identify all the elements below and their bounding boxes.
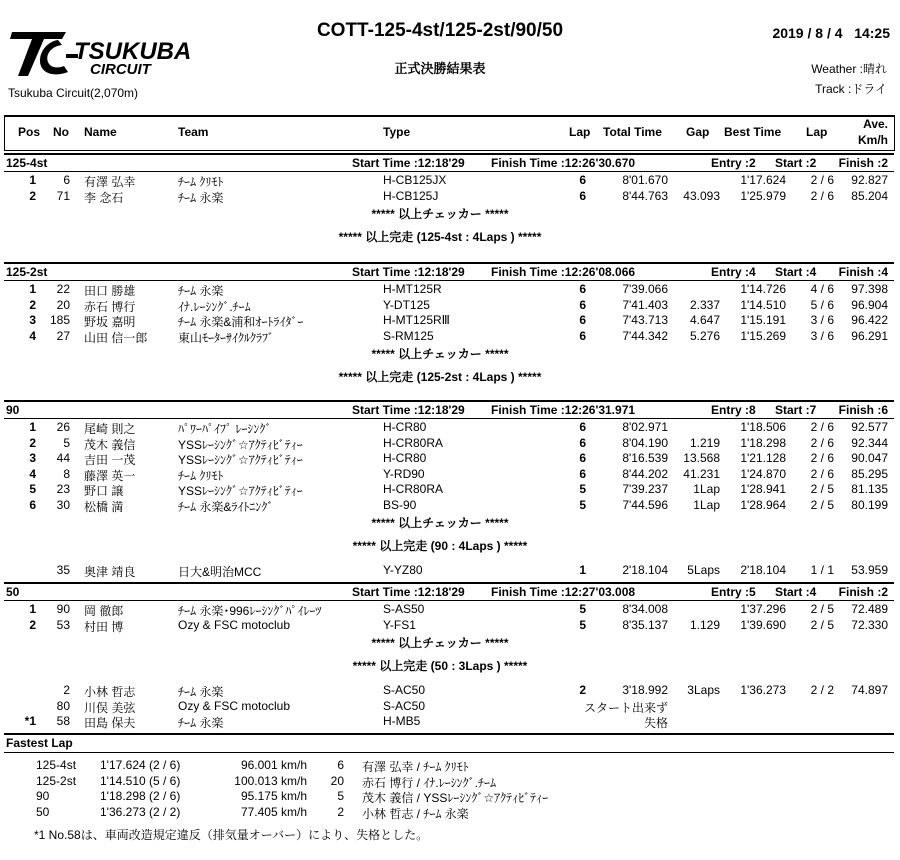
cell-bestlap: 2 / 2 [810,683,834,697]
complete-line: ***** 以上完走 (50 : 3Laps ) ***** [352,659,528,673]
cell-bestlap: 2 / 5 [810,602,834,616]
cell-lap: 6 [579,328,586,343]
col-gap: Gap [686,125,710,139]
section-finishers: Finish :2 [838,156,888,170]
cell-no: 53 [56,617,70,632]
fastest-speed: 95.175 km/h [240,789,307,803]
cell-total: 8'02.971 [622,420,668,434]
col-team: Team [178,125,209,139]
cell-pos: 2 [29,617,36,632]
cell-team: Ozy & FSC motoclub [178,617,291,632]
cell-lap: 6 [579,420,586,434]
cell-lap: 5 [579,602,586,616]
cell-bestlap: 2 / 6 [810,435,834,450]
cell-pos: 4 [29,328,36,343]
fastest-speed: 96.001 km/h [240,758,307,772]
section-name: 50 [6,585,20,599]
cell-ave: 96.291 [851,328,888,343]
section-entry: Entry :8 [711,403,756,417]
fastest-time: 1'17.624 (2 / 6) [100,758,181,772]
cell-best: 1'17.624 [740,173,786,187]
cell-team: YSSﾚｰｼﾝｸﾞ☆ｱｸﾃｨﾋﾞﾃｨｰ [178,437,303,452]
cell-total: 8'44.763 [622,188,668,203]
cell-bestlap: 2 / 6 [810,466,834,481]
cell-ave: 72.489 [851,602,888,616]
cell-ave: 92.344 [851,435,888,450]
section-name: 90 [6,403,20,417]
cell-no: 35 [56,563,70,577]
circuit-name: Tsukuba Circuit(2,070m) [8,86,139,100]
complete-line: ***** 以上完走 (125-2st : 4Laps ) ***** [338,370,542,384]
logo-sub-text: CIRCUIT [90,61,151,78]
fastest-rider: 赤石 博行 / ｲﾅ.ﾚｰｼﾝｸﾞ.ﾁｰﾑ [362,775,497,790]
cell-bestlap: 2 / 6 [810,188,834,203]
cell-lap: 6 [579,297,586,312]
cell-ave: 53.959 [851,563,888,577]
cell-total: 7'39.237 [622,482,668,496]
cell-gap: 2.337 [689,297,720,312]
cell-total: 7'43.713 [622,313,668,327]
checker-line: ***** 以上チェッカー ***** [371,347,509,361]
cell-bestlap: 2 / 5 [810,482,834,496]
section-sub-rule [4,280,894,281]
cell-type: H-CR80RA [383,435,444,450]
cell-name: 川俣 美弦 [84,700,136,715]
cell-name: 有澤 弘幸 [84,175,136,189]
section-start-time: Start Time :12:18'29 [352,403,465,417]
cell-pos: 3 [29,451,36,465]
cell-best: 1'25.979 [740,188,786,203]
footnote: *1 No.58は、車両改造規定違反（排気量オーバー）により、失格とした。 [34,828,429,842]
cell-total: 7'44.342 [622,328,668,343]
cell-name: 藤澤 英一 [84,468,136,483]
cell-best: 1'15.191 [740,313,786,327]
cell-pos: 1 [29,173,36,187]
cell-best: 1'21.128 [740,451,786,465]
cell-lap: 6 [579,313,586,327]
cell-bestlap: 2 / 6 [810,420,834,434]
section-entry: Entry :4 [711,265,756,279]
cell-gap: 3Laps [687,683,720,697]
cell-no: 71 [56,188,70,203]
cell-no: 8 [63,466,70,481]
cell-bestlap: 2 / 6 [810,173,834,187]
section-entry: Entry :2 [711,156,756,170]
section-finish-time: Finish Time :12:26'08.066 [491,265,636,279]
cell-pos: 1 [29,420,36,434]
cell-type: Y-RD90 [383,466,425,481]
cell-gap: 1.129 [689,617,720,632]
cell-pos: 6 [29,497,36,512]
cell-pos: 2 [29,435,36,450]
cell-no: 80 [56,698,70,713]
cell-team: 東山ﾓｰﾀｰｻｲｸﾙｸﾗﾌﾞ [178,330,275,345]
cell-best: 1'28.964 [740,497,786,512]
col-best-time: Best Time [724,125,782,139]
fastest-time: 1'14.510 (5 / 6) [100,773,181,788]
checker-line: ***** 以上チェッカー ***** [371,207,509,221]
cell-ave: 96.904 [851,297,888,312]
section-sub-rule [4,171,894,172]
cell-no: 2 [63,683,70,697]
fastest-class: 50 [36,804,50,819]
fastest-time: 1'18.298 (2 / 6) [100,789,181,803]
cell-total: 8'34.008 [622,602,668,616]
report-time: 14:25 [854,25,890,41]
fastest-no: 5 [337,789,344,803]
cell-type: H-MT125R [383,282,442,296]
cell-best: 1'24.870 [740,466,786,481]
cell-no: 27 [56,328,70,343]
section-finishers: Finish :4 [838,265,888,279]
cell-name: 岡 徹郎 [84,604,124,618]
cell-name: 野坂 嘉明 [84,315,136,329]
cell-lap: 6 [579,451,586,465]
cell-team: Ozy & FSC motoclub [178,698,291,713]
cell-ave: 92.577 [851,420,888,434]
fastest-rider: 茂木 義信 / YSSﾚｰｼﾝｸﾞ☆ｱｸﾃｨﾋﾞﾃｨｰ [362,791,549,805]
section-entry: Entry :5 [711,585,756,599]
section-finish-time: Finish Time :12:27'03.008 [491,585,636,599]
complete-line: ***** 以上完走 (125-4st : 4Laps ) ***** [338,230,542,244]
section-finishers: Finish :6 [838,403,888,417]
cell-bestlap: 2 / 6 [810,451,834,465]
cell-no: 26 [56,420,70,434]
cell-no: 6 [63,173,70,187]
page-title: COTT-125-4st/125-2st/90/50 [316,20,564,41]
cell-name: 松橋 満 [84,499,124,514]
cell-best: 1'36.273 [740,683,786,697]
cell-name: 奥津 靖良 [84,565,136,579]
cell-ave: 74.897 [851,683,888,697]
section-rule [4,400,894,402]
cell-ave: 72.330 [851,617,888,632]
cell-pos: 1 [29,602,36,616]
cell-total: 8'35.137 [622,617,668,632]
section-rule [4,153,894,155]
cell-pos: 3 [29,313,36,327]
cell-lap: 5 [579,617,586,632]
cell-no: 90 [56,602,70,616]
cell-team: ﾁｰﾑ 永楽･996ﾚｰｼﾝｸﾞﾊﾟｲﾚｰﾂ [178,604,322,618]
cell-lap: 6 [579,188,586,203]
cell-name: 吉田 一茂 [84,453,136,467]
tsukuba-circuit-logo [8,26,208,82]
section-name: 125-4st [6,156,48,170]
fastest-time: 1'36.273 (2 / 2) [100,804,181,819]
cell-type: H-CB125JX [383,173,447,187]
fastest-rule [4,733,894,735]
checker-line: ***** 以上チェッカー ***** [371,636,509,650]
cell-best: 1'14.726 [740,282,786,296]
cell-team: 日大&明治MCC [178,565,262,579]
cell-total: 2'18.104 [622,563,668,577]
fastest-title: Fastest Lap [6,736,73,750]
cell-type: H-CR80 [383,451,427,465]
cell-lap: 6 [579,466,586,481]
section-sub-rule [4,418,894,419]
cell-team: ﾁｰﾑ ｸﾘﾓﾄ [178,175,224,189]
cell-ave: 85.295 [851,466,888,481]
cell-pos: 2 [29,188,36,203]
weather: Weather :晴れ [811,62,887,76]
cell-ave: 97.398 [851,282,888,296]
cell-name: 尾崎 則之 [84,422,136,436]
cell-ave: 90.047 [851,451,888,465]
cell-type: H-CB125J [383,188,439,203]
cell-lap: 5 [579,497,586,512]
cell-name: 田口 勝雄 [84,284,136,298]
cell-status: スタート出来ず [583,700,668,715]
col-no: No [53,125,69,139]
cell-team: ﾁｰﾑ 永楽&ﾗｲﾄﾆﾝｸﾞ [178,499,274,514]
cell-no: 23 [56,482,70,496]
cell-lap: 2 [579,683,586,697]
cell-total: 3'18.992 [622,683,668,697]
cell-team: ﾁｰﾑ 永楽 [178,685,224,699]
cell-ave: 85.204 [851,188,888,203]
cell-name: 野口 譲 [84,484,124,498]
report-date: 2019 / 8 / 4 [772,25,843,41]
cell-status: 失格 [643,716,668,730]
cell-gap: 5.276 [689,328,720,343]
checker-line: ***** 以上チェッカー ***** [371,516,509,530]
section-finish-time: Finish Time :12:26'31.971 [491,403,636,417]
cell-type: Y-YZ80 [383,563,423,577]
fastest-class: 125-4st [36,758,77,772]
cell-gap: 1Lap [693,482,720,496]
cell-name: 小林 哲志 [84,685,136,699]
cell-type: H-MT125RⅢ [383,313,450,327]
cell-team: ｲﾅ.ﾚｰｼﾝｸﾞ.ﾁｰﾑ [178,299,251,314]
cell-ave: 80.199 [851,497,888,512]
section-rule [4,582,894,584]
cell-no: 22 [56,282,70,296]
cell-pos: 4 [29,466,36,481]
cell-pos: 1 [29,282,36,296]
cell-lap: 6 [579,282,586,296]
cell-bestlap: 3 / 6 [810,313,834,327]
logo-main-text: TSUKUBA [74,38,192,65]
fastest-class: 125-2st [36,773,77,788]
date-time [700,25,890,41]
cell-bestlap: 4 / 6 [810,282,834,296]
cell-lap: 6 [579,173,586,187]
cell-total: 8'44.202 [622,466,668,481]
cell-ave: 92.827 [851,173,888,187]
section-finish-time: Finish Time :12:26'30.670 [491,156,636,170]
cell-lap: 1 [579,563,586,577]
cell-type: S-AC50 [383,683,426,697]
cell-bestlap: 3 / 6 [810,328,834,343]
section-finishers: Finish :2 [838,585,888,599]
section-starters: Start :4 [775,585,817,599]
col-kmh: Km/h [858,133,888,147]
cell-gap: 13.568 [683,451,720,465]
cell-name: 茂木 義信 [84,437,136,452]
cell-gap: 1.219 [689,435,720,450]
cell-name: 赤石 博行 [84,299,136,314]
col-total-time: Total Time [603,125,662,139]
cell-bestlap: 2 / 5 [810,617,834,632]
cell-no: 30 [56,497,70,512]
section-start-time: Start Time :12:18'29 [352,265,465,279]
cell-pos: *1 [24,714,36,728]
col-name: Name [84,125,117,139]
cell-pos: 2 [29,297,36,312]
cell-best: 1'14.510 [740,297,786,312]
cell-ave: 81.135 [851,482,888,496]
track-condition: Track :ドライ [815,82,887,96]
cell-no: 20 [56,297,70,312]
fastest-speed: 100.013 km/h [234,773,307,788]
cell-bestlap: 1 / 1 [810,563,834,577]
col-lap: Lap [569,125,591,139]
cell-best: 1'37.296 [740,602,786,616]
section-rule [4,262,894,264]
cell-team: ﾁｰﾑ 永楽&浦和ｵｰﾄﾗｲﾀﾞｰ [178,315,304,329]
cell-team: YSSﾚｰｼﾝｸﾞ☆ｱｸﾃｨﾋﾞﾃｨｰ [178,484,303,498]
cell-total: 8'04.190 [622,435,668,450]
cell-best: 1'28.941 [740,482,786,496]
cell-type: H-MB5 [383,714,421,728]
cell-type: H-CR80 [383,420,427,434]
cell-team: ﾁｰﾑ 永楽 [178,190,224,205]
cell-type: Y-FS1 [383,617,416,632]
cell-best: 1'18.506 [740,420,786,434]
cell-type: S-RM125 [383,328,434,343]
cell-team: ﾁｰﾑ 永楽 [178,716,224,730]
cell-name: 山田 信一郎 [84,330,148,345]
cell-total: 8'16.539 [622,451,668,465]
col-type: Type [383,125,411,139]
cell-name: 李 念石 [84,190,124,205]
complete-line: ***** 以上完走 (90 : 4Laps ) ***** [352,539,528,553]
cell-best: 1'39.690 [740,617,786,632]
cell-name: 村田 博 [84,619,124,634]
cell-no: 44 [56,451,70,465]
cell-gap: 1Lap [693,497,720,512]
col-pos: Pos [18,125,41,139]
cell-team: ﾁｰﾑ 永楽 [178,284,224,298]
cell-type: S-AC50 [383,698,426,713]
cell-lap: 5 [579,482,586,496]
cell-total: 8'01.670 [622,173,668,187]
fastest-sub-rule [4,752,894,753]
cell-total: 7'39.066 [622,282,668,296]
cell-gap: 41.231 [683,466,720,481]
cell-team: YSSﾚｰｼﾝｸﾞ☆ｱｸﾃｨﾋﾞﾃｨｰ [178,453,303,467]
fastest-no: 6 [337,758,344,772]
cell-no: 185 [49,313,70,327]
cell-gap: 5Laps [687,563,720,577]
section-starters: Start :7 [775,403,817,417]
cell-bestlap: 2 / 5 [810,497,834,512]
cell-no: 58 [56,714,70,728]
cell-ave: 96.422 [851,313,888,327]
section-starters: Start :2 [775,156,817,170]
cell-best: 1'15.269 [740,328,786,343]
cell-best: 1'18.298 [740,435,786,450]
cell-no: 5 [63,435,70,450]
cell-lap: 6 [579,435,586,450]
cell-pos: 5 [29,482,36,496]
fastest-speed: 77.405 km/h [240,804,307,819]
fastest-rider: 小林 哲志 / ﾁｰﾑ 永楽 [362,806,469,821]
cell-type: S-AS50 [383,602,425,616]
fastest-class: 90 [36,789,50,803]
cell-type: BS-90 [383,497,417,512]
cell-total: 7'44.596 [622,497,668,512]
col-best-lap: Lap [806,125,828,139]
section-name: 125-2st [6,265,48,279]
cell-best: 2'18.104 [740,563,786,577]
fastest-no: 2 [337,804,344,819]
cell-type: H-CR80RA [383,482,444,496]
cell-type: Y-DT125 [383,297,430,312]
section-start-time: Start Time :12:18'29 [352,156,465,170]
fastest-rider: 有澤 弘幸 / ﾁｰﾑ ｸﾘﾓﾄ [362,760,469,774]
cell-total: 7'41.403 [622,297,668,312]
cell-gap: 4.647 [689,313,720,327]
col-ave: Ave. [863,117,888,131]
page-subtitle: 正式決勝結果表 [394,61,486,76]
section-start-time: Start Time :12:18'29 [352,585,465,599]
cell-name: 田島 保夫 [84,716,136,730]
cell-team: ﾁｰﾑ ｸﾘﾓﾄ [178,468,224,483]
fastest-no: 20 [330,773,344,788]
cell-gap: 43.093 [683,188,720,203]
section-sub-rule [4,600,894,601]
cell-team: ﾊﾟﾜｰﾊﾟｲﾌﾟ ﾚｰｼﾝｸﾞ [178,422,272,436]
cell-bestlap: 5 / 6 [810,297,834,312]
section-starters: Start :4 [775,265,817,279]
